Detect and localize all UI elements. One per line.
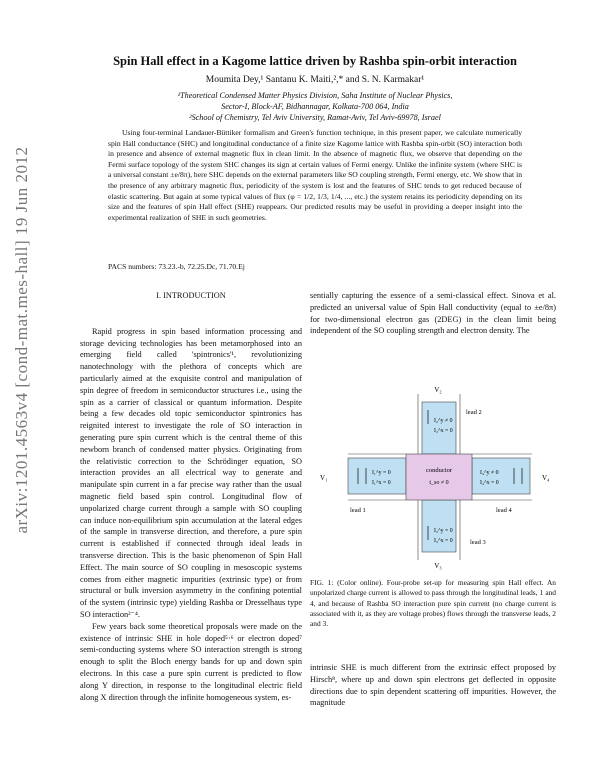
lead1-eq-b: I₁^x = 0 bbox=[372, 480, 391, 486]
lead2-eq-a: I₂^y ≠ 0 bbox=[434, 418, 453, 424]
affiliation-line: Sector-I, Block-AF, Bidhannagar, Kolkata-700 064, India bbox=[221, 102, 409, 111]
lead1-label: lead 1 bbox=[350, 507, 366, 514]
v3-label: V₃ bbox=[434, 562, 442, 570]
paragraph: intrinsic SHE is much different from the extrinsic effect proposed by Hirsch⁸, where up and down spin electrons get deflected in opposite directions due to spin dependent scattering off impurities. However, the magnitude bbox=[310, 663, 556, 708]
paragraph: sentially capturing the essence of a semi-classical effect. Sinova et al. predicted an universal value of Spin Hall conductivity (equal to ±e/8π) for two-dimensional electron gas (2DEG) in the clean limit being independent of the SO coupling strength and electron density. The bbox=[310, 291, 556, 336]
arxiv-stamp-text: arXiv:1201.4563v4 [cond-mat.mes-hall] 19 Jun 2012 bbox=[12, 146, 31, 534]
paragraph: Few years back some theoretical proposals were made on the existence of intrinsic SHE in hole doped⁵·⁶ or electron doped⁷ semi-conducting systems where SO interaction strength is strong enough to split the Bloch energy bands for up and down spin electrons. In this case a pure spin current is predicted to flow along Y direction, in response to the longitudinal electric field along X direction through the infinite homogeneous system, es- bbox=[80, 621, 302, 702]
arxiv-stamp bbox=[2, 20, 42, 660]
lead3-label: lead 3 bbox=[470, 539, 486, 546]
left-column bbox=[80, 290, 302, 703]
v4-label: V₄ bbox=[542, 474, 550, 482]
lead-4 bbox=[472, 458, 530, 494]
lead1-eq-a: I₁^y = 0 bbox=[372, 470, 391, 476]
affiliation-line: ²School of Chemistry, Tel Aviv University, Ramat-Aviv, Tel Aviv-69978, Israel bbox=[189, 113, 441, 122]
four-probe-figure bbox=[310, 384, 556, 570]
lead3-eq-a: I₃^y = 0 bbox=[434, 528, 453, 534]
affiliation-line: ¹Theoretical Condensed Matter Physics Division, Saha Institute of Nuclear Physics, bbox=[177, 91, 453, 100]
section-title: I. INTRODUCTION bbox=[156, 291, 226, 300]
pacs-numbers: PACS numbers: 73.23.-b, 72.25.Dc, 71.70.Ej bbox=[108, 262, 245, 271]
conductor-eq: t_so ≠ 0 bbox=[429, 480, 449, 486]
authors: Moumita Dey,¹ Santanu K. Maiti,²,* and S. N. Karmakar¹ bbox=[205, 75, 425, 85]
lead-1 bbox=[348, 458, 406, 494]
lead3-eq-b: I₃^x = 0 bbox=[434, 538, 453, 544]
lead4-eq-b: I₄^x = 0 bbox=[480, 480, 499, 486]
conductor-label: conductor bbox=[426, 467, 452, 474]
lead-3 bbox=[422, 500, 456, 552]
conductor bbox=[406, 454, 472, 500]
lead4-eq-a: I₄^y ≠ 0 bbox=[480, 470, 499, 476]
lead2-eq-b: I₂^x = 0 bbox=[434, 428, 453, 434]
lead4-label: lead 4 bbox=[496, 507, 512, 514]
figure-caption: FIG. 1: (Color online). Four-probe set-up for measuring spin Hall effect. An unpolarized charge current is allowed to pass through the longitudinal leads, 1 and 4, and because of Rashba SO interaction pure spin current (no charge current is associated with it, as they are voltage probes) flows through the transverse leads, 2 and 3. bbox=[310, 578, 556, 629]
paper-title: Spin Hall effect in a Kagome lattice driven by Rashba spin-orbit interaction bbox=[113, 54, 517, 68]
v1-label: V₁ bbox=[320, 474, 328, 482]
lead2-label: lead 2 bbox=[466, 409, 482, 416]
paragraph: Rapid progress in spin based information processing and storage devicing technologies has been metamorphosed into an emerging field called 'spintronics'¹, revolutionizing nanotechnology with the plethora of concepts which are particularly aimed at the exquisite control and manipulation of spin degree of freedom in semiconductor structures i.e., using the spin as a carrier of classical or quantum information. Despite being a few decades old topic semiconductor spintronics has reignited interest to investigate the role of SO interaction in generating pure spin current which is the central theme of this newborn branch of condensed matter physics. Originating from the relativistic correction to the Schrödinger equation, SO interaction provides an all electrical way to generate and manipulate spin current in a far precise way rather than the usual magnetic field based spin control. Longitudinal flow of unpolarized charge current through a sample with SO coupling can induce non-equilibrium spin accumulation at the lateral edges of the sample in transverse direction, and therefore, a pure spin current is established if connected through ideal leads in transverse direction. This is the basic phenomenon of Spin Hall Effect. The main source of SO coupling in mesoscopic systems comes from either magnetic impurities (extrinsic type) or from structural or bulk inversion asymmetry in the confining potential of the system (intrinsic type) yielding Rashba or Dresselhaus type SO interaction²⁻⁴. bbox=[80, 326, 302, 619]
v2-label: V₂ bbox=[434, 386, 442, 394]
right-column-bottom bbox=[310, 662, 556, 709]
abstract: Using four-terminal Landauer-Büttiker formalism and Green's function technique, in this present paper, we calculate numerically spin Hall conductance (SHC) and longitudinal conductance of a finite size Kagome lattice with Rashba spin-orbit (SO) interaction both in presence and absence of external magnetic flux in clean limit. In the absence of magnetic flux, we observe that depending on the Fermi surface topology of the system SHC changes its sign at certain values of Fermi energy. Unlike the infinite system (where SHC is a universal constant ±e/8π), here SHC depends on the external parameters like SO coupling strength, Fermi energy, etc. We show that in the presence of any arbitrary magnetic flux, periodicity of the system is lost and the features of SHC tends to get reduced because of elastic scattering. But again at some typical values of flux (φ = 1/2, 1/3, 1/4, ..., etc.) the system retains its periodicity depending on its size and the features of spin Hall effect (SHE) reappears. Our predicted results may be useful in providing a deeper insight into the experimental realization of SHE in such geometries. bbox=[108, 128, 522, 222]
right-column-top bbox=[310, 290, 556, 337]
affiliations bbox=[100, 90, 530, 123]
